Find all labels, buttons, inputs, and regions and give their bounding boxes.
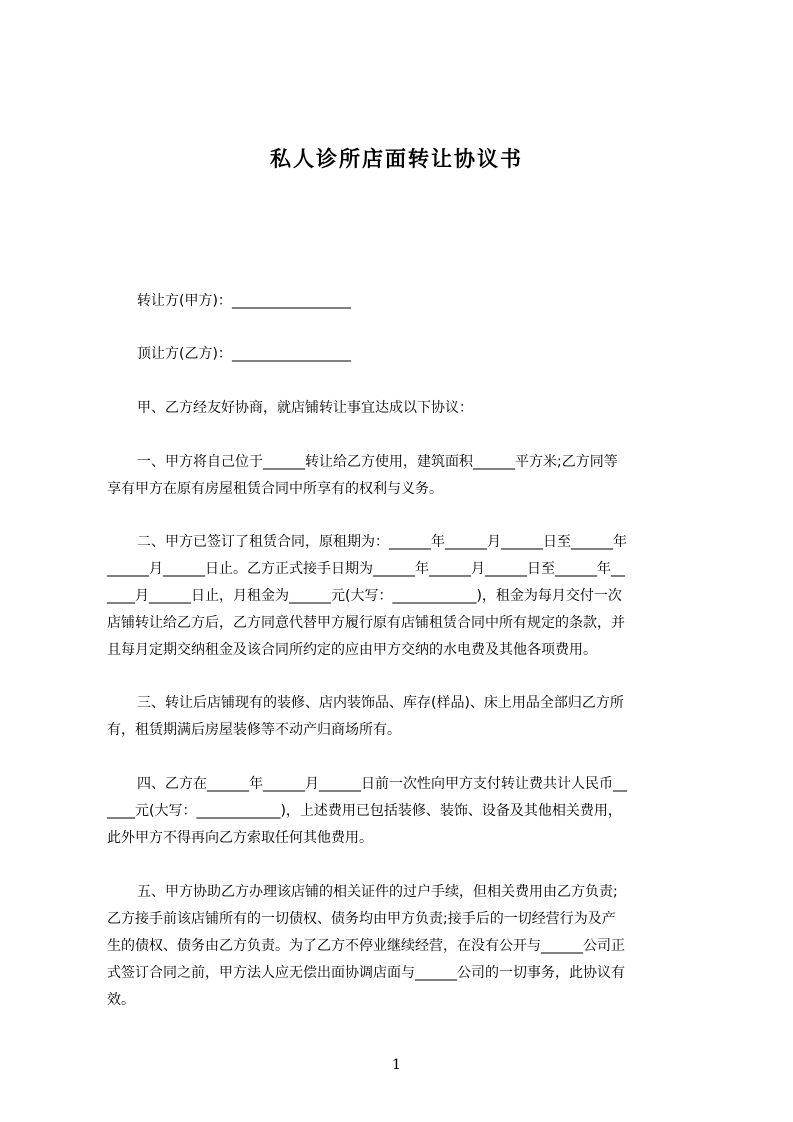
clause2-line: ____月______日止，月租金为______元(大写：____________)，租金为每月交付一次 <box>107 588 622 604</box>
party-b-blank: _________________ <box>231 346 351 362</box>
clause5-line: 五、甲方协助乙方办理该店铺的相关证件的过户手续，但相关费用由乙方负责; <box>137 884 618 900</box>
clause5-line: 生的债权、债务由乙方负责。为了乙方不停业继续经营，在没有公开与______公司正 <box>107 938 625 954</box>
clause4-line: 此外甲方不得再向乙方索取任何其他费用。 <box>107 830 373 846</box>
party-b-label: 顶让方(乙方)： <box>137 346 232 362</box>
clause3-line: 有，租赁期满后房屋装修等不动产归商场所有。 <box>107 722 401 738</box>
party-a-label: 转让方(甲方)： <box>137 293 232 309</box>
clause2-line: 店铺转让给乙方后，乙方同意代替甲方履行原有店铺租赁合同中所有规定的条款，并 <box>107 615 625 631</box>
clause1-line: 享有甲方在原有房屋租赁合同中所享有的权利与义务。 <box>107 481 443 497</box>
party-b-line <box>137 341 351 368</box>
clause4-line: ____元(大写：____________)，上述费用已包括装修、装饰、设备及其他相关费用， <box>107 803 622 819</box>
clause5-line: 效。 <box>107 992 135 1008</box>
intro-paragraph: 甲、乙方经友好协商，就店铺转让事宜达成以下协议： <box>137 400 473 416</box>
clause4-line: 四、乙方在______年______月______日前一次性向甲方支付转让费共计人民币__ <box>137 776 627 792</box>
party-a-blank: _________________ <box>231 293 351 309</box>
page-number: 1 <box>392 1057 401 1073</box>
clause2-line: 且每月定期交纳租金及该合同所约定的应由甲方交纳的水电费及其他各项费用。 <box>107 642 597 658</box>
clause3-line: 三、转让后店铺现有的装修、店内装饰品、库存(样品)、床上用品全部归乙方所 <box>137 695 624 711</box>
clause5-line: 乙方接手前该店铺所有的一切债权、债务均由甲方负责;接手后的一切经营行为及产 <box>107 911 616 927</box>
clause5-line: 式签订合同之前，甲方法人应无偿出面协调店面与______公司的一切事务，此协议有 <box>107 965 625 981</box>
document-title: 私人诊所店面转让协议书 <box>270 147 523 171</box>
party-a-line <box>137 288 351 315</box>
clause2-line: 二、甲方已签订了租赁合同，原租期为：______年______月______日至______年 <box>137 534 627 550</box>
clause1-line: 一、甲方将自己位于______转让给乙方使用，建筑面积______平方米;乙方同等 <box>137 454 618 470</box>
clause2-line: ______月______日止。乙方正式接手日期为______年______月______日至______年__ <box>107 561 625 577</box>
